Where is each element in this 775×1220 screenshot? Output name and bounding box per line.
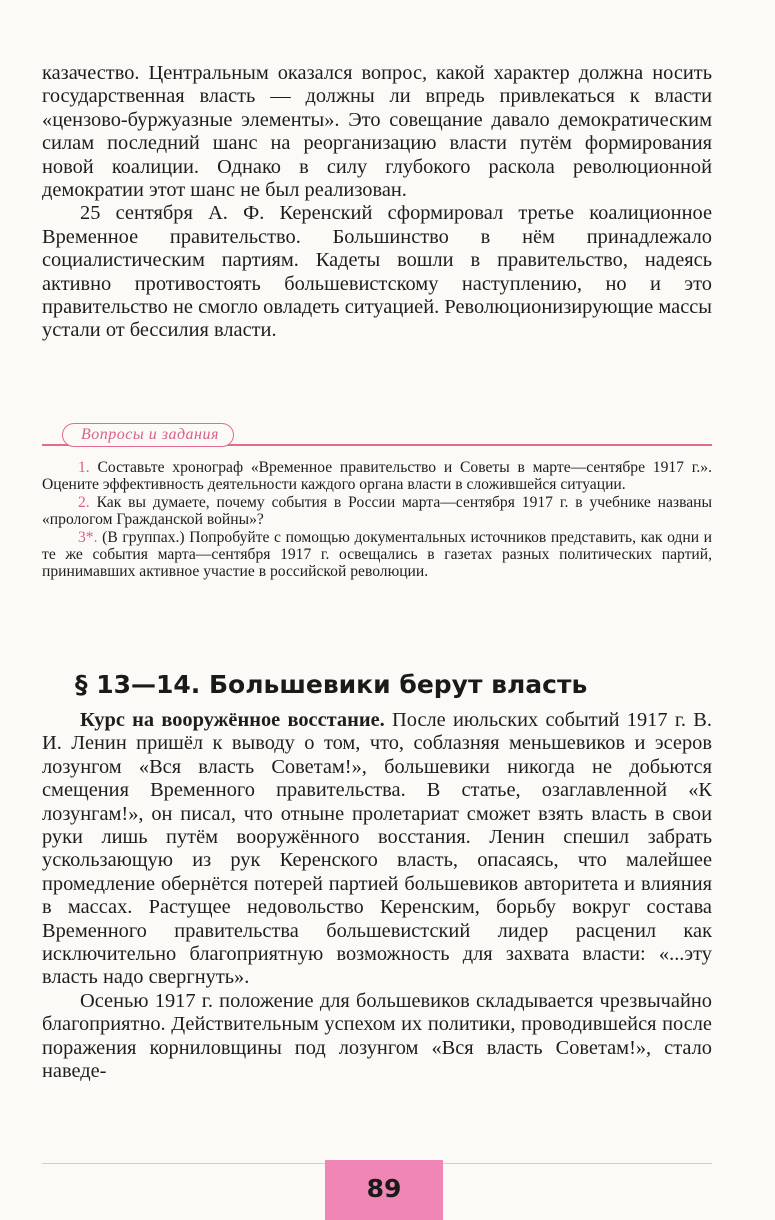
- question-number: 3*.: [78, 528, 98, 546]
- question-text: Как вы думаете, почему события в России марта—сентября 1917 г. в учебнике названы «прологом Гражданской войны»?: [42, 493, 712, 529]
- section-paragraph-1: [42, 709, 712, 990]
- page-number: 89: [366, 1174, 402, 1203]
- section-title: § 13—14. Большевики берут власть: [75, 670, 588, 699]
- questions-header: [42, 420, 712, 454]
- question-text: Составьте хронограф «Временное правительство и Советы в марте—сентябре 1917 г.». Оцените эффективность деятельности каждого органа власти в сложившейся ситуации.: [42, 459, 712, 494]
- intro-paragraph-1: казачество. Центральным оказался вопрос, какой характер должна носить государственная власть — должны ли впредь привлекаться к власти «цензово-буржуазные элементы». Это совещание давало демократическим силам последний шанс на реорганизацию власти путём формирования новой коалиции. Однако в силу глубокого раскола революционной демократии этот шанс не был реализован.: [42, 62, 712, 202]
- intro-text-block: [42, 62, 712, 343]
- page-number-tab: [325, 1160, 443, 1220]
- questions-heading: Вопросы и задания: [62, 423, 234, 447]
- questions-list: [42, 459, 712, 581]
- section-lead-heading: Курс на вооружённое восстание.: [80, 709, 385, 731]
- section-paragraph-1-text: После июльских событий 1917 г. В. И. Ленин пришёл к выводу о том, что, соблазняя меньшевиков и эсеров лозунгом «Вся власть Советам!», большевики никогда не добьются смещения Временного правительства. В статье, озаглавленной «К лозунгам!», он писал, что отныне пролетариат сможет взять власть в свои руки лишь путём вооружённого восстания. Ленин спешил забрать ускользающую из рук Керенского власть, опасаясь, что малейшее промедление обернётся потерей партией большевиков авторитета и влияния в массах. Растущее недовольство Керенским, борьбу вокруг состава Временного правительства большевистский лидер расценил как исключительно благоприятную возможность для захвата власти: «...эту власть надо свергнуть».: [42, 709, 712, 989]
- question-number: 2.: [78, 493, 90, 511]
- question-number: 1.: [78, 459, 90, 476]
- section-body: [42, 709, 712, 1084]
- question-item: [42, 459, 712, 494]
- intro-paragraph-2: 25 сентября А. Ф. Керенский сформировал третье коалиционное Временное правительство. Большинство в нём принадлежало социалистическим партиям. Кадеты вошли в правительство, надеясь активно противостоять большевистскому наступлению, но и это правительство не смогло овладеть ситуацией. Революционизирующие массы устали от бессилия власти.: [42, 202, 712, 342]
- question-item: [42, 529, 712, 581]
- section-paragraph-2: Осенью 1917 г. положение для большевиков складывается чрезвычайно благоприятно. Действительным успехом их политики, проводившейся после поражения корниловщины под лозунгом «Вся власть Советам!», стало наведе-: [42, 989, 712, 1083]
- question-text: (В группах.) Попробуйте с помощью документальных источников представить, как одни и те же события марта—сентября 1917 г. освещались в газетах разных политических партий, принимавших активное участие в российской революции.: [42, 528, 713, 581]
- question-item: [42, 494, 712, 529]
